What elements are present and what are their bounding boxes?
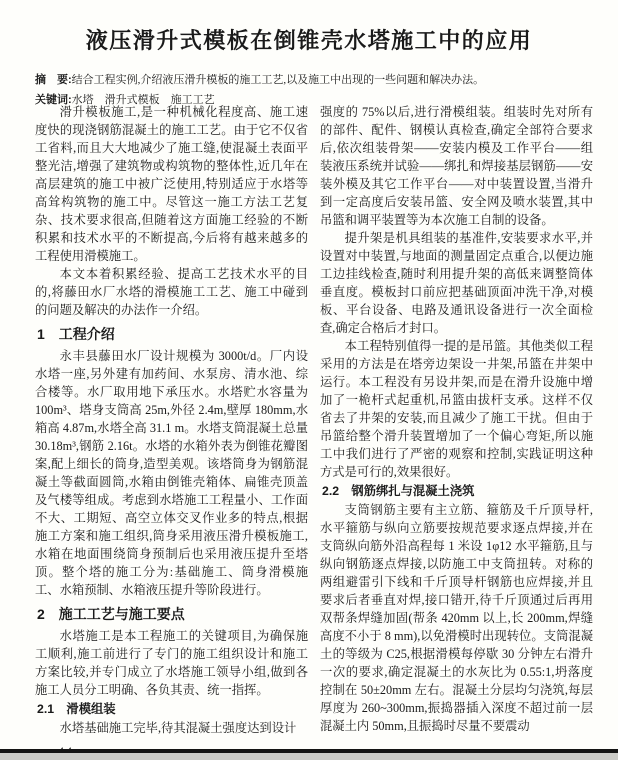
paragraph: 支筒钢筋主要有主立筋、箍筋及千斤顶导杆,水平箍筋与纵向立筋要按规范要求逐点焊接,并在支筒纵向筋外沿高程每 1 米设 1φ12 水平箍筋,且与纵向钢筋逐点焊接,以防施工中支筒扭转。对称的两组避雷引下线和千斤顶导杆钢筋也应焊接,并且要求后者垂直对焊,接口错开,待千斤顶通过后再用双帮条焊缝加固(帮条 420mm 以上,长 200mm,焊缝高度不小于 8 mm),以免滑模时出现转位。支筒混凝土的等级为 C25,根据滑模每停歇 30 分钟左右滑升一次的要求,确定混凝土的水灰比为 0.55:1,坍落度控制在 50±20mm 左右。混凝土分层均匀浇筑,每层厚度为 260~300mm,振捣器插入深度不超过前一层混凝土内 50mm,且振捣时尽量不要震动 — [320, 503, 593, 733]
sub-heading-2-2: 2.2 钢筋绑扎与混凝土浇筑 — [322, 484, 475, 498]
keywords-label: 关键词: — [35, 94, 72, 107]
paragraph: 提升架是机具组装的基准件,安装要求水平,并设置对中装置,与地面的测量固定点重合,以便边施工边挂线检查,随时利用提升架的高低来调整筒体垂直度。模板封口前应把基础顶面冲洗干净,对模板、平台设备、电路及通讯设备进行一次全面检查,确定合格后才封口。 — [320, 231, 593, 335]
section-heading-2: 2 施工工艺与施工要点 — [37, 606, 185, 622]
abstract-row — [35, 70, 583, 90]
abstract-text: 结合工程实例,介绍液压滑升模板的施工工艺,以及施工中出现的一些问题和解决办法。 — [71, 74, 485, 87]
left-column — [35, 103, 308, 760]
two-column-body — [35, 103, 602, 760]
paragraph: 强度的 75%以后,进行滑模组装。组装时先对所有的部件、配件、钢模认真检查,确定全部符合要求后,依次组装骨架——安装内模及工作平台——组装液压系统并试验——绑扎和焊接基层钢筋——安装外模及其它工作平台——对中装置设置,当滑升到一定高度后安装吊篮、安全网及喷水装置,其中吊篮和调平装置等为本次施工自制的设备。 — [320, 105, 593, 227]
scan-edge-strip — [0, 753, 618, 760]
paragraph: 水塔基础施工完毕,待其混凝土强度达到设计 — [59, 721, 297, 735]
abstract-label: 摘 要: — [35, 74, 72, 87]
paragraph: 本工程特别值得一提的是吊篮。其他类似工程采用的方法是在塔旁边架设一井架,吊篮在井架中运行。本工程没有另设井架,而是在滑升设施中增加了一桅杆式起重机,吊篮由拔杆支承。这样不仅省去了井架的安装,而且减少了施工干扰。但由于吊篮给整个滑升装置增加了一个偏心弯矩,所以施工中我们进行了严密的观察和控制,实践证明这种方式是可行的,效果很好。 — [320, 339, 593, 479]
paragraph: 永丰县藤田水厂设计规模为 3000t/d。厂内设水塔一座,另外建有加药间、水泵房、清水池、综合楼等。水厂取用地下承压水。水塔贮水容量为 100m³、塔身支筒高 25m,外径 2.4m,壁厚 180mm,水箱高 4.87m,水塔全高 31.1 m。水塔支筒混凝土总量 30.18m³,钢筋 2.16t。水塔的水箱外表为倒锥花瓣图案,配上细长的筒身,造型美观。该塔筒身为钢筋混凝土等截面圆筒,水箱由倒锥壳箱体、扁锥壳顶盖及气楼等组成。考虑到水塔施工工程量小、工作面不大、工期短、高空立体交叉作业多的特点,根据施工方案和施工组织,筒身采用液压滑升模板施工,水箱在地面围绕筒身预制后也采用液压提升至塔顶。整个塔的施工分为:基础施工、筒身滑模施工、水箱预制、水箱液压提升等阶段进行。 — [35, 349, 308, 597]
paragraph: 滑升模板施工,是一种机械化程度高、施工速度快的现浇钢筋混凝土的施工工艺。由于它不仅省工省料,而且大大地减少了施工缝,使混凝土表面平整光洁,增强了建筑物或构筑物的整体性,近几年在高层建筑的施工中被广泛使用,特别适应于水塔等高耸构筑物的施工中。尽管这一施工方法工艺复杂、技术要求很高,但随着这方面施工经验的不断积累和技术水平的不断提高,今后将有越来越多的工程使用滑模施工。 — [35, 105, 308, 263]
paper-title: 液压滑升式模板在倒锥壳水塔施工中的应用 — [85, 27, 533, 53]
section-heading-1: 1 工程介绍 — [37, 326, 115, 342]
paragraph: 水塔施工是本工程施工的关键项目,为确保施工顺利,施工前进行了专门的施工组织设计和施工方案比较,并专门成立了水塔施工领导小组,做到各施工人员分工明确、各负其责、统一指挥。 — [35, 629, 308, 697]
right-column — [320, 103, 593, 760]
paragraph: 本文本着积累经验、提高工艺技术水平的目的,将藤田水厂水塔的滑模施工工艺、施工中碰到的问题及解决的办法作一介绍。 — [35, 267, 308, 317]
sub-heading-2-1: 2.1 滑模组装 — [37, 702, 116, 716]
keywords-text: 水塔 滑升式模板 施工工艺 — [71, 94, 215, 107]
